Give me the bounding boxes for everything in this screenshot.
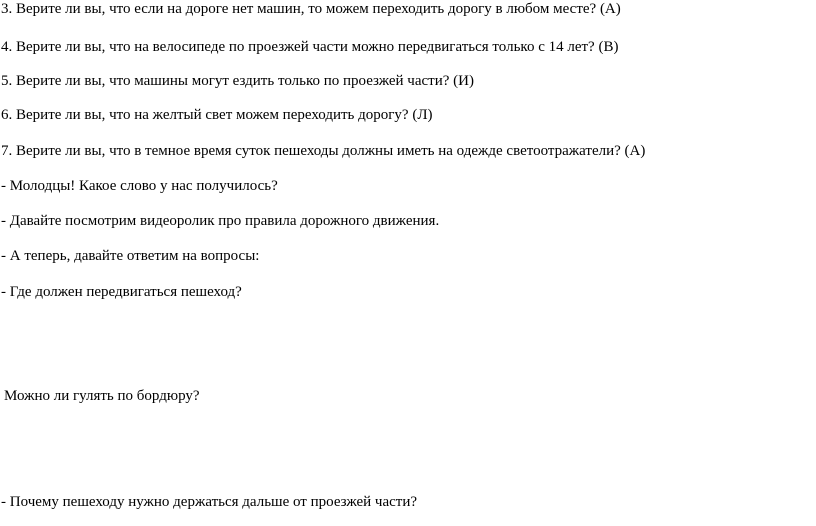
question-5: 5. Верите ли вы, что машины могут ездить только по проезжей части? (И) bbox=[1, 73, 474, 89]
question-6: 6. Верите ли вы, что на желтый свет можем переходить дорогу? (Л) bbox=[1, 107, 433, 123]
dialogue-line-video: - Давайте посмотрим видеоролик про правила дорожного движения. bbox=[1, 213, 440, 229]
question-roadway-distance: - Почему пешеходу нужно держаться дальше от проезжей части? bbox=[1, 494, 418, 510]
dialogue-line-answer: - А теперь, давайте ответим на вопросы: bbox=[1, 248, 260, 264]
question-pedestrian-where: - Где должен передвигаться пешеход? bbox=[1, 284, 242, 300]
dialogue-line-word: - Молодцы! Какое слово у нас получилось? bbox=[1, 178, 278, 194]
question-7: 7. Верите ли вы, что в темное время суток пешеходы должны иметь на одежде светоотражатели? (А) bbox=[1, 143, 646, 159]
question-curb: Можно ли гулять по бордюру? bbox=[4, 388, 200, 404]
question-3: 3. Верите ли вы, что если на дороге нет машин, то можем переходить дорогу в любом месте? (А) bbox=[1, 1, 621, 17]
question-4: 4. Верите ли вы, что на велосипеде по проезжей части можно передвигаться только с 14 лет? (В) bbox=[1, 39, 619, 55]
